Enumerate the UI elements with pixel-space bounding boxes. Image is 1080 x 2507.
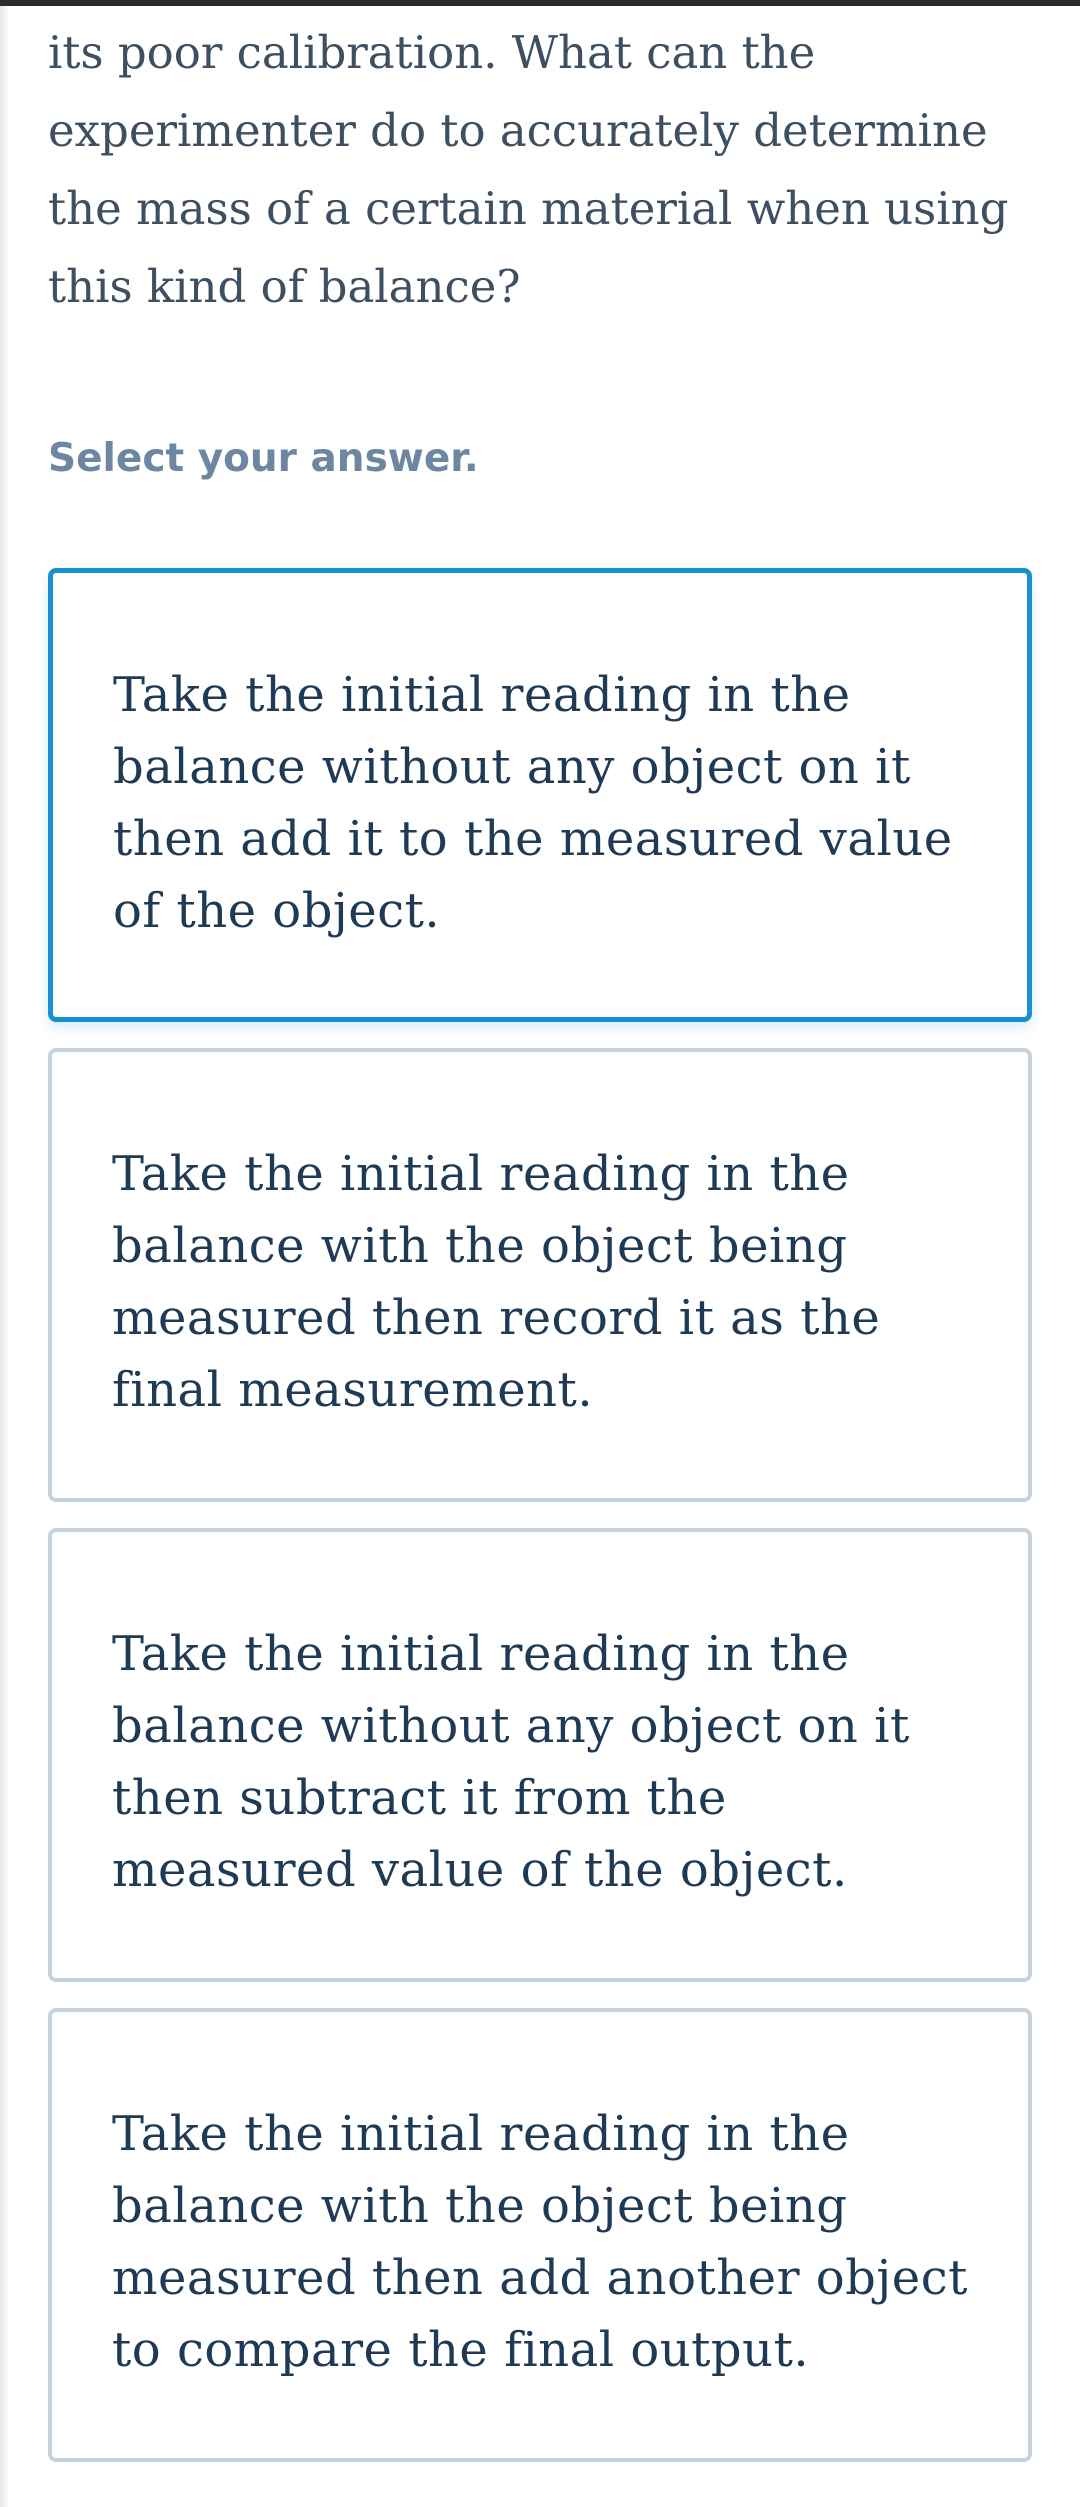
answer-option-1[interactable] [48,568,1032,1022]
select-answer-prompt: Select your answer. [48,436,479,481]
answer-option-2-text: Take the initial reading in the balance with the object being measured then record it as the final measurement. [112,1146,881,1418]
answer-option-3[interactable] [48,1528,1032,1982]
answer-option-3-text: Take the initial reading in the balance without any object on it then subtract it from the measured value of the object. [112,1626,910,1898]
answer-option-2[interactable] [48,1048,1032,1502]
answer-options [48,568,1032,2488]
question-text: its poor calibration. What can the experimenter do to accurately determine the mass of a certain material when using this kind of balance? [48,26,1009,313]
status-bar-edge [0,0,1080,6]
scroll-edge-shadow [0,6,10,2507]
answer-option-1-text: Take the initial reading in the balance without any object on it then add it to the measured value of the object. [113,667,953,939]
answer-option-4-text: Take the initial reading in the balance with the object being measured then add another object to compare the final output. [112,2106,968,2378]
answer-option-4[interactable] [48,2008,1032,2462]
